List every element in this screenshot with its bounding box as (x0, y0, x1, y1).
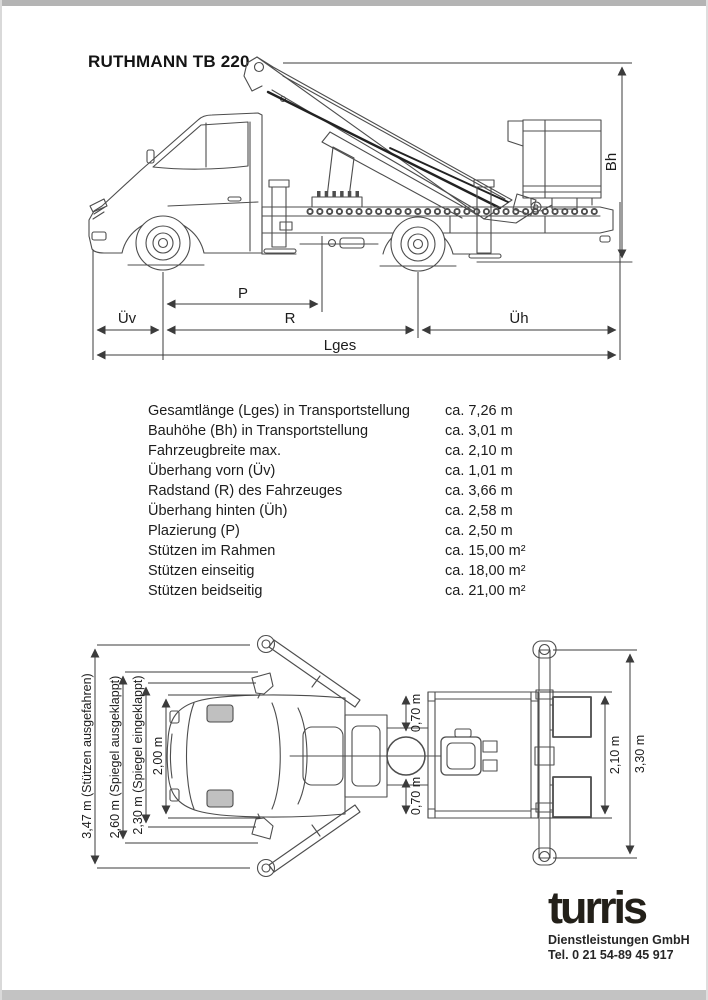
dim-label-mirrors-in: 2,30 m (Spiegel eingeklappt) (131, 675, 145, 835)
dim-label-p: P (237, 285, 249, 302)
spec-value: ca. 2,58 m (445, 503, 513, 519)
spec-row (148, 581, 526, 601)
side-view-drawing (89, 57, 632, 271)
spec-value: ca. 7,26 m (445, 403, 513, 419)
spec-label: Gesamtlänge (Lges) in Transportstellung (148, 403, 410, 419)
top-view-dimensions (80, 645, 647, 868)
spec-value: ca. 3,01 m (445, 423, 513, 439)
spec-value: ca. 2,10 m (445, 443, 513, 459)
spec-label: Fahrzeugbreite max. (148, 443, 281, 459)
rear-wheel (391, 217, 445, 271)
spec-row (148, 401, 526, 421)
spec-label: Überhang hinten (Üh) (148, 503, 288, 519)
dim-label-outriggers-extended: 3,47 m (Stützen ausgefahren) (80, 673, 94, 839)
boom-side-view (244, 57, 512, 219)
bed-top-view (428, 692, 538, 818)
spec-label: Überhang vorn (Üv) (148, 463, 276, 479)
spec-row (148, 461, 526, 481)
dim-label-uev: Üv (117, 310, 137, 327)
spec-value: ca. 15,00 m² (445, 543, 526, 559)
dim-label-half-width-bottom: 0,70 m (409, 776, 423, 816)
spec-value: ca. 21,00 m² (445, 583, 526, 599)
spec-row (148, 501, 526, 521)
dim-label-lges: Lges (323, 337, 357, 354)
company-logo: turris (548, 882, 646, 933)
spec-label: Bauhöhe (Bh) in Transportstellung (148, 423, 369, 439)
ground-lines (128, 262, 632, 266)
page-title: RUTHMANN TB 220 (88, 52, 250, 71)
spec-row (148, 561, 526, 581)
dim-label-rear-outrigger-span: 3,30 m (633, 734, 647, 774)
spec-row (148, 521, 526, 541)
dim-label-half-width-top: 0,70 m (409, 693, 423, 733)
spec-row (148, 481, 526, 501)
footer (548, 882, 700, 963)
spec-row (148, 541, 526, 561)
dim-label-cab-width: 2,00 m (151, 736, 165, 776)
spec-value: ca. 1,01 m (445, 463, 513, 479)
spec-label: Plazierung (P) (148, 523, 240, 539)
dim-label-rear-body-width: 2,10 m (608, 735, 622, 775)
spec-row (148, 441, 526, 461)
dim-label-bh: Bh (603, 152, 620, 172)
company-phone: Tel. 0 21 54-89 45 917 (548, 948, 674, 962)
dim-label-r: R (284, 310, 296, 327)
company-name: Dienstleistungen GmbH (548, 933, 690, 947)
dim-label-ueh: Üh (509, 310, 529, 327)
spec-value: ca. 18,00 m² (445, 563, 526, 579)
rear-outriggers-top-view (533, 641, 591, 865)
spec-label: Stützen einseitig (148, 563, 255, 579)
spec-value: ca. 3,66 m (445, 483, 513, 499)
spec-table (148, 401, 526, 601)
turntable-top-view (387, 729, 497, 775)
dim-label-mirrors-out: 2,60 m (Spiegel ausgeklappt) (108, 675, 122, 839)
spec-label: Stützen im Rahmen (148, 543, 276, 559)
spec-row (148, 421, 526, 441)
spec-label: Radstand (R) des Fahrzeuges (148, 483, 343, 499)
spec-value: ca. 2,50 m (445, 523, 513, 539)
front-wheel (136, 216, 190, 270)
spec-label: Stützen beidseitig (148, 583, 263, 599)
